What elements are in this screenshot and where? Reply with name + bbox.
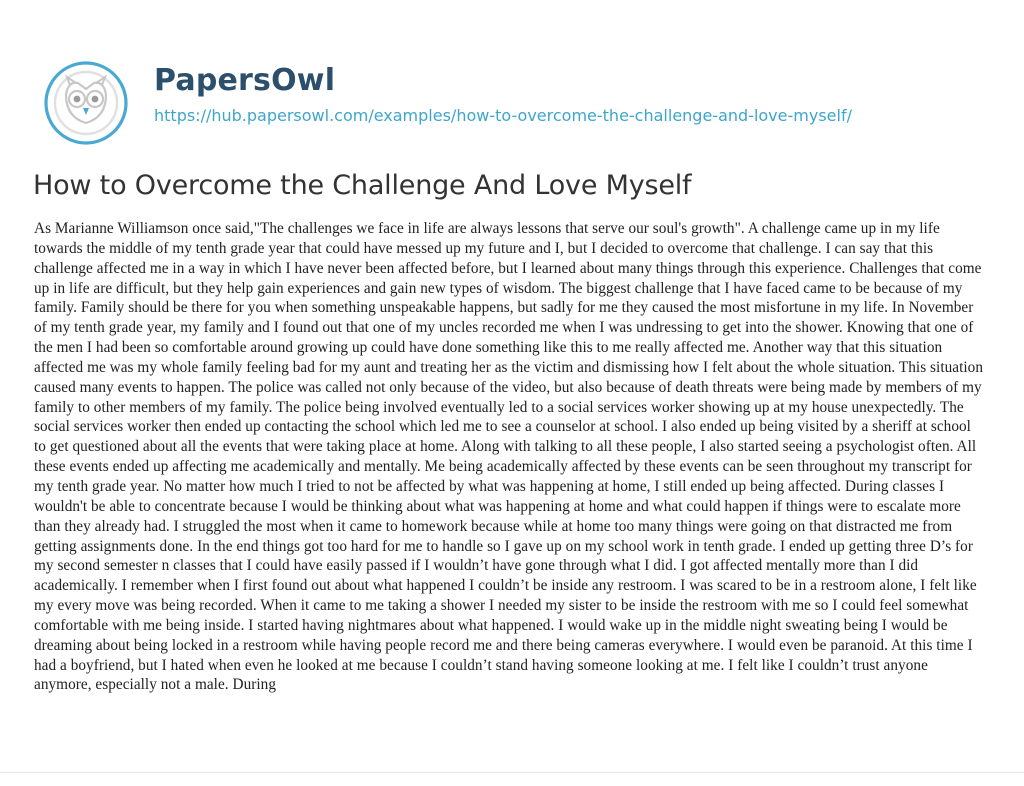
essay-body: As Marianne Williamson once said,"The challenges we face in life are always lessons that serve our soul's growth". A challenge came up in my life towards the middle of my tenth grade year that could have messed up my future and I, but I decided to overcome that challenge. I can say that this challenge affected me in a way in which I have never been affected before, but I learned about many things through this experience. Challenges that come up in life are difficult, but they help gain experiences and gain new types of wisdom. The biggest challenge that I have faced came to be because of my family. Family should be there for you when something unspeakable happens, but sadly for me they caused the most misfortune in my life. In November of my tenth grade year, my family and I found out that one of my uncles recorded me when I was undressing to get into the shower. Knowing that one of the men I had been so comfortable around growing up could have done something like this to me really affected me. Another way that this situation affected me was my whole family feeling bad for my aunt and treating her as the victim and dismissing how I felt about the whole situation. This situation caused many events to happen. The police was called not only because of the video, but also because of death threats were being made by members of my family to other members of my family. The police being involved eventually led to a social services worker showing up at my house unexpectedly. The social services worker then ended up contacting the school which led me to see a counselor at school. I also ended up being visited by a sheriff at school to get questioned about all the events that were taking place at home. Along with talking to all these people, I also started seeing a psychologist often. All these events ended up affecting me academically and mentally. Me being academically affected by these events can be seen throughout my transcript for my tenth grade year. No matter how much I tried to not be affected by what was happening at home, I still ended up being affected. During classes I wouldn't be able to concentrate because I would be thinking about what was happening at home and what could happen if things were to escalate more than they already had. I struggled the most when it came to homework because while at home too many things were going on that distracted me from getting assignments done. In the end things got too hard for me to handle so I gave up on my school work in tenth grade. I ended up getting three D’s for my second semester n classes that I could have easily passed if I wouldn’t have gone through what I did. I got affected mentally more than I did academically. I remember when I first found out about what happened I couldn’t be inside any restroom. I was scared to be in a restroom alone, I felt like my every move was being recorded. When it came to me taking a shower I needed my sister to be inside the restroom with me so I could feel somewhat comfortable with me being inside. I started having nightmares about what happened. I would wake up in the middle night sweating being I would be dreaming about being locked in a restroom while having people record me and there being cameras everywhere. I would even be paranoid. At this time I had a boyfriend, but I hated when even he looked at me because I couldn’t stand having someone looking at me. I felt like I couldn’t trust anyone anymore, especially not a male. During <box>34 220 984 694</box>
footer-divider <box>0 772 1024 773</box>
header <box>0 0 1024 160</box>
owl-logo-icon <box>34 59 138 147</box>
brand-name[interactable]: PapersOwl <box>154 63 336 98</box>
page-url-link[interactable]: https://hub.papersowl.com/examples/how-to-overcome-the-challenge-and-love-myself/ <box>154 106 852 125</box>
essay-title: How to Overcome the Challenge And Love Myself <box>33 170 692 201</box>
